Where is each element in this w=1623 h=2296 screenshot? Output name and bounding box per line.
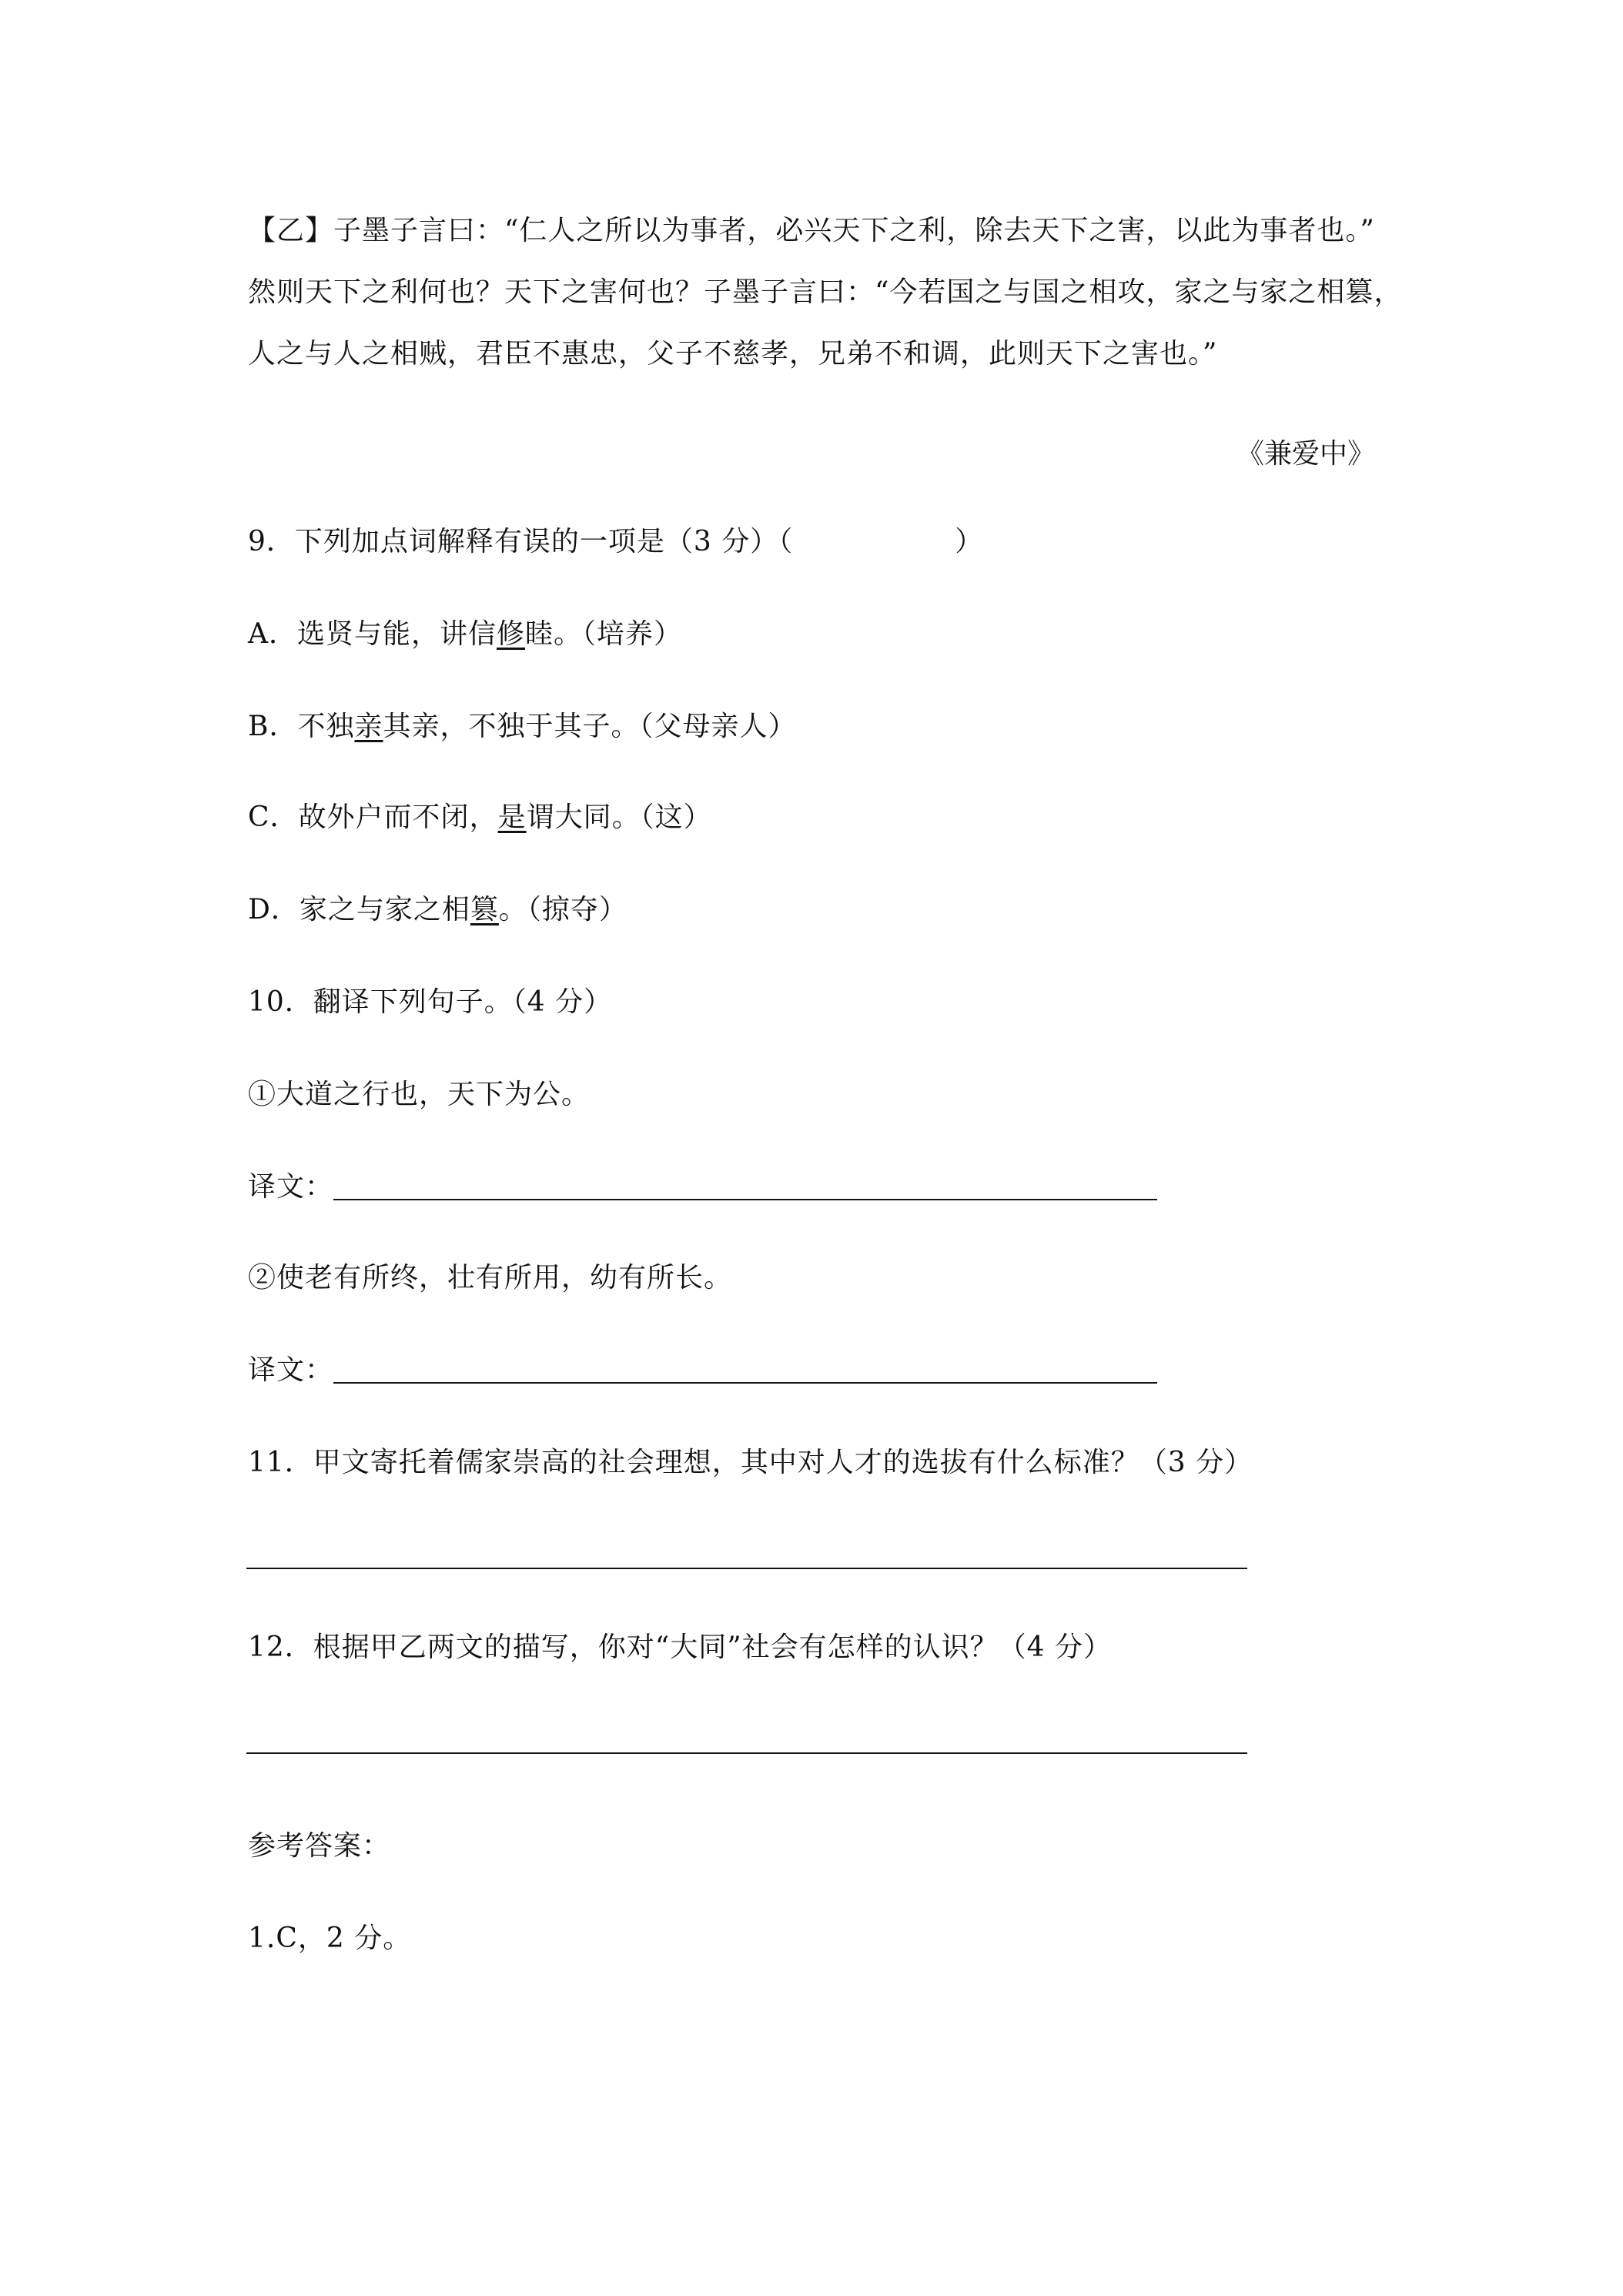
- answers-heading: 参考答案：: [248, 1830, 391, 1862]
- q9-option-a: [248, 618, 682, 651]
- passage-source: 《兼爱中》: [1236, 438, 1375, 470]
- q10-translation-1: [248, 1170, 1157, 1204]
- passage-tag: 【乙】: [248, 215, 334, 246]
- q9-option-b: [248, 710, 797, 744]
- q10-sentence-2: ②使老有所终，壮有所用，幼有所长。: [248, 1262, 733, 1294]
- translation-label-2: 译文：: [248, 1354, 334, 1386]
- q10-translation-2: [248, 1354, 1157, 1387]
- option-c-marked-word: 是: [497, 802, 527, 833]
- option-a-post: 睦。（培养）: [525, 618, 683, 650]
- q9-stem-close: ）: [955, 526, 984, 557]
- translation-label-1: 译文：: [248, 1171, 334, 1203]
- question-11-stem: 11．甲文寄托着儒家崇高的社会理想，其中对人才的选拔有什么标准？（3 分）: [248, 1447, 1253, 1478]
- q9-option-c: [248, 801, 712, 835]
- passage-line-3: [248, 337, 1217, 371]
- option-c-post: 谓大同。（这）: [526, 802, 712, 833]
- passage-line-2: [248, 276, 1402, 310]
- translation-2-answer-line[interactable]: [333, 1354, 1157, 1384]
- question-10-stem: 10．翻译下列句子。（4 分）: [248, 986, 613, 1018]
- option-b-pre: B．不独: [248, 711, 355, 742]
- q10-sentence-1: ①大道之行也，天下为公。: [248, 1079, 591, 1110]
- q11-answer-line[interactable]: [246, 1568, 1247, 1569]
- passage-text-2: 然则天下之利何也？天下之害何也？子墨子言曰：“今若国之与国之相攻，家之与家之相篡，: [248, 276, 1403, 308]
- option-d-post: 。（掠夺）: [498, 894, 627, 925]
- option-a-marked-word: 修: [497, 618, 526, 650]
- option-a-pre: A．选贤与能，讲信: [248, 618, 497, 650]
- option-b-post: 其亲，不独于其子。（父母亲人）: [383, 711, 797, 742]
- translation-1-answer-line[interactable]: [333, 1171, 1157, 1200]
- option-c-pre: C．故外户而不闭，: [248, 802, 498, 833]
- q9-option-d: [248, 893, 627, 927]
- option-d-marked-word: 篡: [470, 894, 499, 925]
- passage-text-3: 人之与人之相贼，君臣不惠忠，父子不慈孝，兄弟不和调，此则天下之害也。”: [248, 338, 1218, 370]
- question-12-stem: 12．根据甲乙两文的描写，你对“大同”社会有怎样的认识？（4 分）: [248, 1632, 1112, 1663]
- q9-stem-text: 9．下列加点词解释有误的一项是（3 分）（: [248, 526, 794, 557]
- q12-answer-line[interactable]: [246, 1752, 1247, 1754]
- option-b-marked-word: 亲: [354, 711, 383, 742]
- answer-1: 1.C，2 分。: [248, 1923, 412, 1954]
- option-d-pre: D．家之与家之相: [248, 894, 470, 925]
- passage-line-1: [248, 214, 1375, 248]
- question-9-stem: [248, 525, 983, 559]
- passage-text-1: 子墨子言曰：“仁人之所以为事者，必兴天下之利，除去天下之害，以此为事者也。”: [333, 215, 1375, 246]
